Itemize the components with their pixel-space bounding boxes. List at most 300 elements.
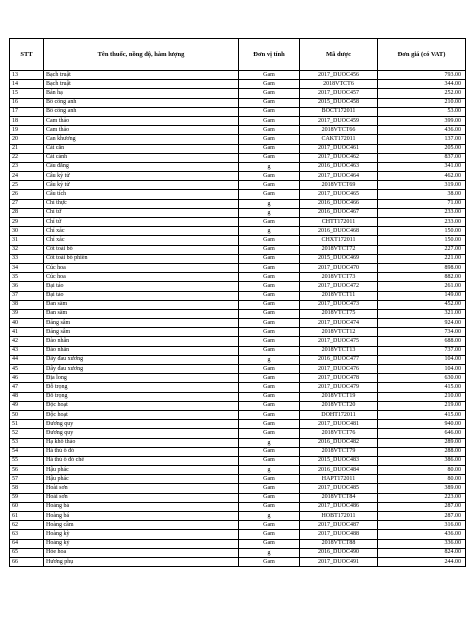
table-row bbox=[10, 245, 466, 254]
table-row bbox=[10, 89, 466, 98]
cell-stt: 26 bbox=[10, 190, 44, 199]
cell-price: 399.00 bbox=[378, 116, 466, 125]
cell-stt: 52 bbox=[10, 429, 44, 438]
cell-unit: Gam bbox=[239, 401, 300, 410]
table-row bbox=[10, 521, 466, 530]
cell-code: 2016_DUOC467 bbox=[300, 208, 378, 217]
cell-stt: 18 bbox=[10, 116, 44, 125]
cell-code: 2018VTCT11 bbox=[300, 291, 378, 300]
cell-name: Đào nhân bbox=[44, 337, 239, 346]
cell-price: 137.00 bbox=[378, 135, 466, 144]
cell-stt: 27 bbox=[10, 199, 44, 208]
cell-code: 2018VTCT88 bbox=[300, 539, 378, 548]
cell-unit: Gam bbox=[239, 429, 300, 438]
cell-name: Hoài sơn bbox=[44, 493, 239, 502]
cell-price: 319.00 bbox=[378, 181, 466, 190]
cell-stt: 41 bbox=[10, 328, 44, 337]
cell-name: Hà thủ ô đỏ bbox=[44, 447, 239, 456]
cell-price: 389.00 bbox=[378, 484, 466, 493]
cell-name: Hậu phác bbox=[44, 475, 239, 484]
cell-code: 2017_DUOC465 bbox=[300, 190, 378, 199]
cell-name: Cam thảo bbox=[44, 126, 239, 135]
cell-stt: 63 bbox=[10, 530, 44, 539]
cell-stt: 30 bbox=[10, 227, 44, 236]
cell-code: 2017_DUOC479 bbox=[300, 383, 378, 392]
cell-unit: Gam bbox=[239, 365, 300, 374]
header-unit: Đơn vị tính bbox=[239, 39, 300, 71]
cell-stt: 60 bbox=[10, 502, 44, 511]
cell-code: 2018VTCT6 bbox=[300, 80, 378, 89]
cell-unit: Gam bbox=[239, 300, 300, 309]
cell-price: 288.00 bbox=[378, 447, 466, 456]
cell-stt: 55 bbox=[10, 456, 44, 465]
table-row bbox=[10, 530, 466, 539]
cell-unit: Gam bbox=[239, 374, 300, 383]
cell-name: Câu tích bbox=[44, 190, 239, 199]
cell-stt: 64 bbox=[10, 539, 44, 548]
table-row bbox=[10, 80, 466, 89]
cell-stt: 57 bbox=[10, 475, 44, 484]
cell-price: 344.00 bbox=[378, 80, 466, 89]
cell-unit: Gam bbox=[239, 328, 300, 337]
table-row bbox=[10, 493, 466, 502]
cell-code: 2018VTCT66 bbox=[300, 126, 378, 135]
cell-price: 149.00 bbox=[378, 291, 466, 300]
table-row bbox=[10, 273, 466, 282]
cell-unit: Gam bbox=[239, 254, 300, 263]
cell-unit: Gam bbox=[239, 383, 300, 392]
cell-unit: g bbox=[239, 227, 300, 236]
cell-name: Đảng sâm bbox=[44, 328, 239, 337]
cell-name: Hòe hoa bbox=[44, 548, 239, 557]
cell-name: Đan sâm bbox=[44, 309, 239, 318]
table-row bbox=[10, 107, 466, 116]
table-row bbox=[10, 392, 466, 401]
cell-price: 940.00 bbox=[378, 420, 466, 429]
cell-name: Hoàng kỳ bbox=[44, 539, 239, 548]
cell-price: 150.00 bbox=[378, 236, 466, 245]
table-row bbox=[10, 401, 466, 410]
cell-stt: 59 bbox=[10, 493, 44, 502]
cell-unit: Gam bbox=[239, 245, 300, 254]
cell-unit: Gam bbox=[239, 263, 300, 272]
cell-stt: 28 bbox=[10, 208, 44, 217]
cell-name: Đương quy bbox=[44, 420, 239, 429]
cell-stt: 42 bbox=[10, 337, 44, 346]
table-row bbox=[10, 475, 466, 484]
cell-price: 793.00 bbox=[378, 71, 466, 80]
cell-name: Độc hoạt bbox=[44, 401, 239, 410]
cell-unit: Gam bbox=[239, 218, 300, 227]
cell-price: 80.00 bbox=[378, 466, 466, 475]
cell-name: Bồ công anh bbox=[44, 98, 239, 107]
cell-unit: Gam bbox=[239, 484, 300, 493]
cell-stt: 20 bbox=[10, 135, 44, 144]
cell-name: Hà thủ ô đỏ chế bbox=[44, 456, 239, 465]
cell-code: 2017_DUOC473 bbox=[300, 300, 378, 309]
cell-price: 436.00 bbox=[378, 530, 466, 539]
table-row bbox=[10, 254, 466, 263]
table-row bbox=[10, 71, 466, 80]
cell-price: 436.00 bbox=[378, 126, 466, 135]
cell-unit: Gam bbox=[239, 291, 300, 300]
cell-name: Độc hoạt bbox=[44, 410, 239, 419]
cell-name: Cốt toái bổ bbox=[44, 245, 239, 254]
table-row bbox=[10, 502, 466, 511]
cell-unit: Gam bbox=[239, 346, 300, 355]
cell-unit: Gam bbox=[239, 539, 300, 548]
table-row bbox=[10, 208, 466, 217]
cell-code: CHTT172011 bbox=[300, 218, 378, 227]
table-row bbox=[10, 548, 466, 557]
cell-stt: 65 bbox=[10, 548, 44, 557]
table-row bbox=[10, 172, 466, 181]
cell-code: 2018VTCT69 bbox=[300, 181, 378, 190]
cell-unit: g bbox=[239, 512, 300, 521]
cell-name: Cát cánh bbox=[44, 153, 239, 162]
table-row bbox=[10, 162, 466, 171]
cell-code: 2018VTCT75 bbox=[300, 309, 378, 318]
cell-code: 2017_DUOC487 bbox=[300, 521, 378, 530]
table-row bbox=[10, 539, 466, 548]
cell-stt: 33 bbox=[10, 254, 44, 263]
cell-code: 2016_DUOC490 bbox=[300, 548, 378, 557]
table-row bbox=[10, 365, 466, 374]
cell-stt: 29 bbox=[10, 218, 44, 227]
table-row bbox=[10, 337, 466, 346]
cell-name: Bạch truật bbox=[44, 71, 239, 80]
table-row bbox=[10, 466, 466, 475]
cell-price: 233.00 bbox=[378, 218, 466, 227]
cell-price: 210.00 bbox=[378, 98, 466, 107]
cell-price: 104.00 bbox=[378, 365, 466, 374]
cell-stt: 22 bbox=[10, 153, 44, 162]
cell-unit: Gam bbox=[239, 392, 300, 401]
cell-name: Đan sâm bbox=[44, 300, 239, 309]
cell-name: Chỉ tử bbox=[44, 208, 239, 217]
cell-stt: 46 bbox=[10, 374, 44, 383]
cell-code: DOHT172011 bbox=[300, 410, 378, 419]
cell-stt: 61 bbox=[10, 512, 44, 521]
table-row bbox=[10, 144, 466, 153]
cell-unit: g bbox=[239, 355, 300, 364]
cell-stt: 36 bbox=[10, 282, 44, 291]
table-row bbox=[10, 291, 466, 300]
cell-stt: 21 bbox=[10, 144, 44, 153]
cell-price: 252.00 bbox=[378, 89, 466, 98]
cell-price: 336.00 bbox=[378, 539, 466, 548]
cell-code: 2018VTCT12 bbox=[300, 328, 378, 337]
cell-name: Câu đằng bbox=[44, 162, 239, 171]
table-row bbox=[10, 429, 466, 438]
cell-stt: 15 bbox=[10, 89, 44, 98]
cell-stt: 47 bbox=[10, 383, 44, 392]
cell-unit: Gam bbox=[239, 116, 300, 125]
cell-code: 2017_DUOC461 bbox=[300, 144, 378, 153]
cell-price: 341.00 bbox=[378, 162, 466, 171]
cell-stt: 49 bbox=[10, 401, 44, 410]
cell-stt: 66 bbox=[10, 557, 44, 566]
table-row bbox=[10, 447, 466, 456]
cell-price: 737.00 bbox=[378, 346, 466, 355]
cell-code: 2018VTCT19 bbox=[300, 392, 378, 401]
cell-unit: Gam bbox=[239, 236, 300, 245]
cell-price: 316.00 bbox=[378, 521, 466, 530]
cell-code: 2017_DUOC462 bbox=[300, 153, 378, 162]
cell-unit: g bbox=[239, 199, 300, 208]
table-row bbox=[10, 190, 466, 199]
cell-stt: 17 bbox=[10, 107, 44, 116]
cell-code: 2017_DUOC486 bbox=[300, 502, 378, 511]
cell-name: Hoài sơn bbox=[44, 484, 239, 493]
cell-stt: 51 bbox=[10, 420, 44, 429]
table-row bbox=[10, 410, 466, 419]
cell-stt: 53 bbox=[10, 438, 44, 447]
cell-code: 2017_DUOC481 bbox=[300, 420, 378, 429]
cell-name: Chỉ xác bbox=[44, 227, 239, 236]
cell-price: 630.00 bbox=[378, 374, 466, 383]
cell-name: Câu kỷ tử bbox=[44, 181, 239, 190]
cell-code: 2016_DUOC484 bbox=[300, 466, 378, 475]
cell-price: 646.00 bbox=[378, 429, 466, 438]
cell-code: 2018VTCT73 bbox=[300, 273, 378, 282]
cell-unit: Gam bbox=[239, 282, 300, 291]
table-row bbox=[10, 218, 466, 227]
cell-unit: Gam bbox=[239, 89, 300, 98]
cell-code: 2017_DUOC474 bbox=[300, 319, 378, 328]
table-row bbox=[10, 199, 466, 208]
cell-unit: Gam bbox=[239, 181, 300, 190]
table-body bbox=[10, 71, 466, 567]
cell-code: CHXT172011 bbox=[300, 236, 378, 245]
cell-stt: 40 bbox=[10, 319, 44, 328]
header-row bbox=[10, 39, 466, 71]
price-table bbox=[9, 38, 466, 567]
cell-stt: 50 bbox=[10, 410, 44, 419]
cell-code: 2017_DUOC459 bbox=[300, 116, 378, 125]
cell-unit: Gam bbox=[239, 410, 300, 419]
table-row bbox=[10, 181, 466, 190]
cell-stt: 56 bbox=[10, 466, 44, 475]
table-row bbox=[10, 282, 466, 291]
cell-unit: Gam bbox=[239, 153, 300, 162]
cell-code: BOCT172011 bbox=[300, 107, 378, 116]
cell-stt: 19 bbox=[10, 126, 44, 135]
cell-price: 452.00 bbox=[378, 300, 466, 309]
table-row bbox=[10, 153, 466, 162]
cell-unit: Gam bbox=[239, 190, 300, 199]
cell-code: 2017_DUOC456 bbox=[300, 71, 378, 80]
cell-stt: 58 bbox=[10, 484, 44, 493]
cell-code: 2016_DUOC482 bbox=[300, 438, 378, 447]
cell-name: Hạ khô thảo bbox=[44, 438, 239, 447]
cell-stt: 16 bbox=[10, 98, 44, 107]
cell-unit: Gam bbox=[239, 493, 300, 502]
cell-name: Hoàng kỳ bbox=[44, 530, 239, 539]
cell-stt: 39 bbox=[10, 309, 44, 318]
cell-stt: 34 bbox=[10, 263, 44, 272]
cell-stt: 38 bbox=[10, 300, 44, 309]
cell-name: Bán hạ bbox=[44, 89, 239, 98]
cell-price: 205.00 bbox=[378, 144, 466, 153]
cell-code: CAKT172011 bbox=[300, 135, 378, 144]
cell-name: Dây đau xương bbox=[44, 355, 239, 364]
cell-code: 2017_DUOC491 bbox=[300, 557, 378, 566]
cell-unit: g bbox=[239, 466, 300, 475]
cell-price: 227.00 bbox=[378, 245, 466, 254]
cell-price: 688.00 bbox=[378, 337, 466, 346]
cell-code: 2018VTCT72 bbox=[300, 245, 378, 254]
cell-name: Cam thảo bbox=[44, 116, 239, 125]
cell-unit: Gam bbox=[239, 420, 300, 429]
cell-unit: g bbox=[239, 438, 300, 447]
table-row bbox=[10, 328, 466, 337]
cell-price: 71.00 bbox=[378, 199, 466, 208]
cell-name: Đại táo bbox=[44, 282, 239, 291]
table-row bbox=[10, 309, 466, 318]
cell-price: 80.00 bbox=[378, 475, 466, 484]
cell-code: 2018VTCT20 bbox=[300, 401, 378, 410]
cell-price: 898.00 bbox=[378, 263, 466, 272]
cell-price: 924.00 bbox=[378, 319, 466, 328]
cell-unit: Gam bbox=[239, 502, 300, 511]
cell-code: 2018VTCT84 bbox=[300, 493, 378, 502]
cell-price: 386.00 bbox=[378, 456, 466, 465]
cell-unit: g bbox=[239, 208, 300, 217]
cell-price: 734.00 bbox=[378, 328, 466, 337]
cell-unit: Gam bbox=[239, 71, 300, 80]
cell-price: 287.00 bbox=[378, 502, 466, 511]
table-row bbox=[10, 227, 466, 236]
cell-code: 2016_DUOC477 bbox=[300, 355, 378, 364]
cell-price: 223.00 bbox=[378, 493, 466, 502]
cell-price: 824.00 bbox=[378, 548, 466, 557]
cell-stt: 48 bbox=[10, 392, 44, 401]
header-name: Tên thuốc, nồng độ, hàm lượng bbox=[44, 39, 239, 71]
cell-price: 882.00 bbox=[378, 273, 466, 282]
cell-price: 287.00 bbox=[378, 512, 466, 521]
table-row bbox=[10, 346, 466, 355]
cell-stt: 23 bbox=[10, 162, 44, 171]
cell-price: 221.00 bbox=[378, 254, 466, 263]
cell-name: Hoàng cầm bbox=[44, 521, 239, 530]
cell-stt: 32 bbox=[10, 245, 44, 254]
cell-code: 2015_DUOC483 bbox=[300, 456, 378, 465]
table-row bbox=[10, 319, 466, 328]
table-row bbox=[10, 126, 466, 135]
cell-code: 2017_DUOC485 bbox=[300, 484, 378, 493]
cell-name: Cát căn bbox=[44, 144, 239, 153]
cell-name: Chỉ xác bbox=[44, 236, 239, 245]
cell-unit: Gam bbox=[239, 172, 300, 181]
cell-price: 210.00 bbox=[378, 392, 466, 401]
cell-name: Cúc hoa bbox=[44, 273, 239, 282]
cell-price: 321.00 bbox=[378, 309, 466, 318]
cell-unit: Gam bbox=[239, 456, 300, 465]
cell-name: Chỉ tử bbox=[44, 218, 239, 227]
header-code: Mã dược bbox=[300, 39, 378, 71]
cell-code: 2017_DUOC478 bbox=[300, 374, 378, 383]
cell-name: Hậu phác bbox=[44, 466, 239, 475]
table-row bbox=[10, 383, 466, 392]
cell-name: Bồ công anh bbox=[44, 107, 239, 116]
cell-name: Đại táo bbox=[44, 291, 239, 300]
price-table-sheet bbox=[9, 38, 465, 567]
table-row bbox=[10, 236, 466, 245]
header-price: Đơn giá (có VAT) bbox=[378, 39, 466, 71]
cell-stt: 44 bbox=[10, 355, 44, 364]
cell-stt: 14 bbox=[10, 80, 44, 89]
cell-stt: 54 bbox=[10, 447, 44, 456]
cell-price: 462.00 bbox=[378, 172, 466, 181]
table-row bbox=[10, 374, 466, 383]
cell-code: HAPT172011 bbox=[300, 475, 378, 484]
cell-stt: 37 bbox=[10, 291, 44, 300]
cell-price: 53.00 bbox=[378, 107, 466, 116]
cell-stt: 13 bbox=[10, 71, 44, 80]
cell-name: Địa long bbox=[44, 374, 239, 383]
cell-name: Đảng sâm bbox=[44, 319, 239, 328]
cell-price: 219.00 bbox=[378, 401, 466, 410]
cell-code: 2017_DUOC488 bbox=[300, 530, 378, 539]
cell-name: Cúc hoa bbox=[44, 263, 239, 272]
cell-unit: Gam bbox=[239, 107, 300, 116]
table-row bbox=[10, 557, 466, 566]
cell-code: 2016_DUOC463 bbox=[300, 162, 378, 171]
cell-unit: Gam bbox=[239, 98, 300, 107]
table-row bbox=[10, 456, 466, 465]
cell-unit: Gam bbox=[239, 521, 300, 530]
cell-code: 2018VTCT79 bbox=[300, 447, 378, 456]
cell-stt: 43 bbox=[10, 346, 44, 355]
table-row bbox=[10, 438, 466, 447]
cell-stt: 31 bbox=[10, 236, 44, 245]
cell-name: Hương phụ bbox=[44, 557, 239, 566]
cell-code: 2017_DUOC472 bbox=[300, 282, 378, 291]
cell-code: 2017_DUOC457 bbox=[300, 89, 378, 98]
cell-price: 150.00 bbox=[378, 227, 466, 236]
cell-code: 2015_DUOC469 bbox=[300, 254, 378, 263]
cell-unit: Gam bbox=[239, 126, 300, 135]
table-row bbox=[10, 98, 466, 107]
cell-name: Dây đau xương bbox=[44, 365, 239, 374]
header-stt: STT bbox=[10, 39, 44, 71]
cell-unit: Gam bbox=[239, 273, 300, 282]
cell-name: Chỉ thực bbox=[44, 199, 239, 208]
cell-name: Cốt toái bổ phiến bbox=[44, 254, 239, 263]
cell-name: Hoàng bá bbox=[44, 512, 239, 521]
cell-stt: 24 bbox=[10, 172, 44, 181]
cell-name: Đương quy bbox=[44, 429, 239, 438]
cell-price: 38.00 bbox=[378, 190, 466, 199]
cell-stt: 35 bbox=[10, 273, 44, 282]
cell-code: 2017_DUOC476 bbox=[300, 365, 378, 374]
cell-code: 2017_DUOC475 bbox=[300, 337, 378, 346]
table-row bbox=[10, 300, 466, 309]
table-row bbox=[10, 512, 466, 521]
cell-price: 233.00 bbox=[378, 208, 466, 217]
cell-price: 837.00 bbox=[378, 153, 466, 162]
cell-unit: Gam bbox=[239, 144, 300, 153]
cell-unit: Gam bbox=[239, 135, 300, 144]
table-row bbox=[10, 263, 466, 272]
table-row bbox=[10, 135, 466, 144]
cell-unit: Gam bbox=[239, 557, 300, 566]
cell-name: Câu kỷ tử bbox=[44, 172, 239, 181]
cell-unit: Gam bbox=[239, 337, 300, 346]
cell-code: 2016_DUOC466 bbox=[300, 199, 378, 208]
cell-name: Đỗ trọng bbox=[44, 392, 239, 401]
